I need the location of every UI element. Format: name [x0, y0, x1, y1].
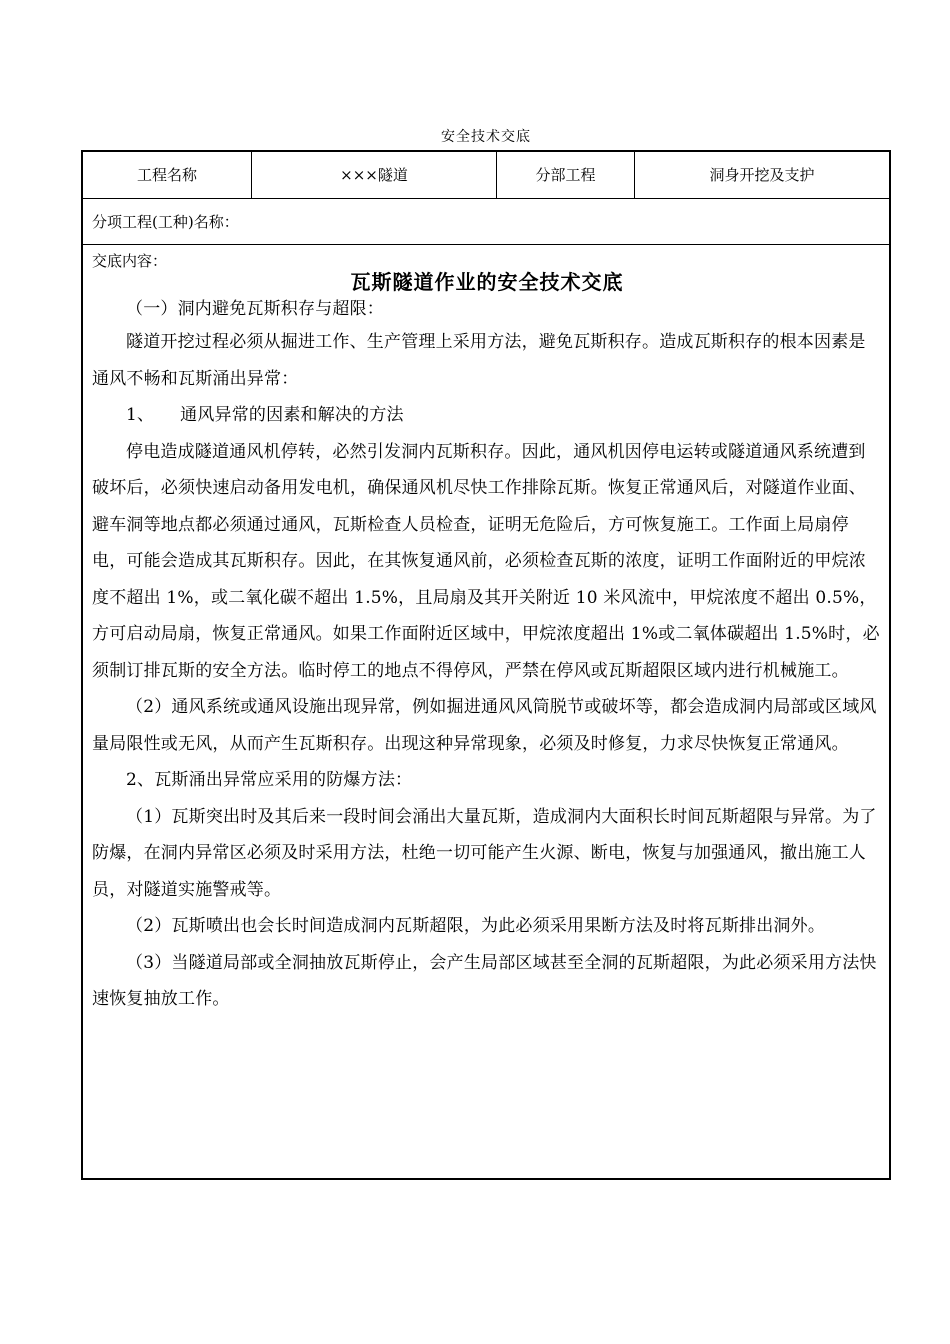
document-title: 安全技术交底 [441, 129, 531, 145]
subitem-name-row: 分项工程(工种)名称： [83, 199, 889, 245]
division-label: 分部工程 [497, 152, 635, 198]
division-value: 洞身开挖及支护 [709, 166, 815, 184]
disclosure-table [81, 150, 891, 1180]
project-info-row [83, 152, 889, 199]
content-label: 交底内容： [92, 252, 168, 270]
paragraph: 2、瓦斯涌出异常应采用的防爆方法： [126, 770, 413, 790]
paragraph: （1）瓦斯突出时及其后来一段时间会涌出大量瓦斯，造成洞内大面积长时间瓦斯超限与异常。为了防爆，在洞内异常区必须及时采用方法，杜绝一切可能产生火源、断电，恢复与加强通风，撤出施工人员，对隧道实施警戒等。 [92, 806, 877, 900]
paragraph: 停电造成隧道通风机停转，必然引发洞内瓦斯积存。因此，通风机因停电运转或隧道通风系统遭到破坏后，必须快速启动备用发电机，确保通风机尽快工作排除瓦斯。恢复正常通风后，对隧道作业面、避车洞等地点都必须通过通风，瓦斯检查人员检查，证明无危险后，方可恢复施工。工作面上局扇停电，可能会造成其瓦斯积存。因此，在其恢复通风前，必须检查瓦斯的浓度，证明工作面附近的甲烷浓度不超出 1%，或二氧化碳不超出 1.5%，且局扇及其开关附近 10 米风流中，甲烷浓度不超出 0.5%，方可启动局扇，恢复正常通风。如果工作面附近区域中，甲烷浓度超出 1%或二氧体碳超出 1.5%时，必须制订排瓦斯的安全方法。临时停工的地点不得停风，严禁在停风或瓦斯超限区域内进行机械施工。 [92, 441, 880, 681]
disclosure-content [92, 246, 882, 1018]
project-name-value: ×××隧道 [252, 152, 497, 198]
paragraph: （一）洞内避免瓦斯积存与超限： [126, 299, 384, 319]
project-name-label: 工程名称 [83, 152, 252, 198]
content-title: 瓦斯隧道作业的安全技术交底 [350, 270, 624, 294]
paragraph: （2）瓦斯喷出也会长时间造成洞内瓦斯超限，为此必须采用果断方法及时将瓦斯排出洞外。 [126, 916, 826, 936]
paragraph: 1、 通风异常的因素和解决的方法 [126, 405, 404, 425]
paragraph: 隧道开挖过程必须从掘进工作、生产管理上采用方法，避免瓦斯积存。造成瓦斯积存的根本因素是通风不畅和瓦斯涌出异常： [92, 332, 866, 389]
paragraph: （3）当隧道局部或全洞抽放瓦斯停止，会产生局部区域甚至全洞的瓦斯超限，为此必须采用方法快速恢复抽放工作。 [92, 952, 877, 1009]
paragraph: （2）通风系统或通风设施出现异常，例如掘进通风风筒脱节或破坏等，都会造成洞内局部或区域风量局限性或无风，从而产生瓦斯积存。出现这种异常现象，必须及时修复，力求尽快恢复正常通风。 [92, 697, 877, 754]
